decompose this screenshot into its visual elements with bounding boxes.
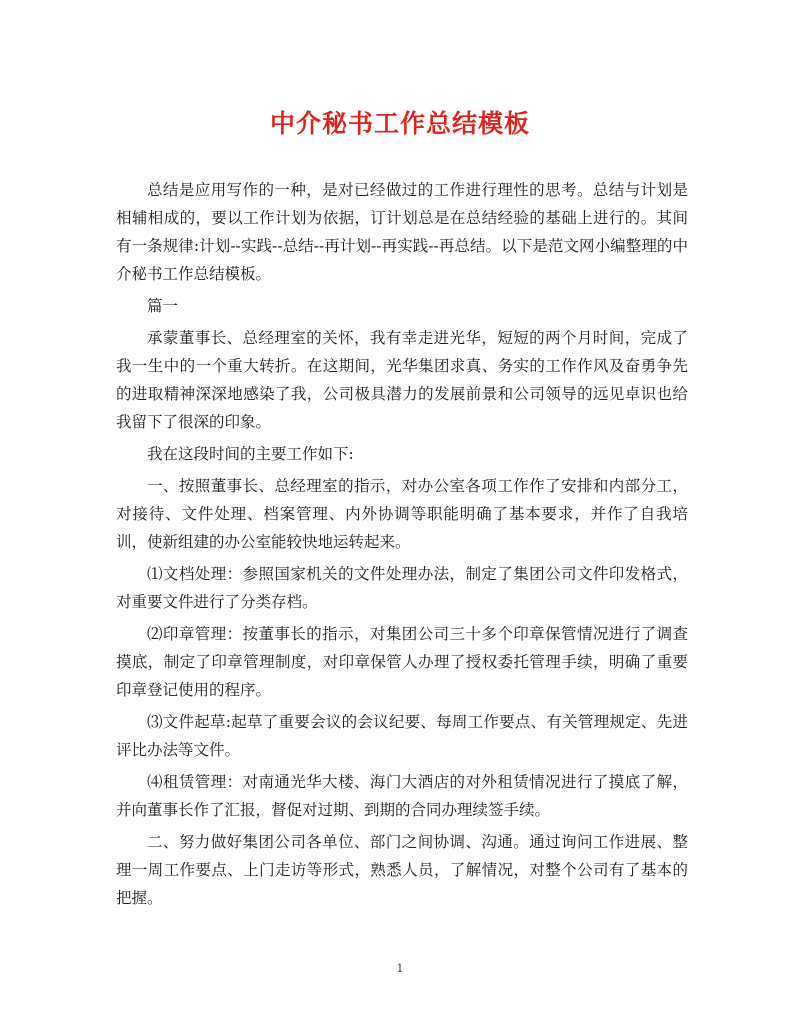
page-number: 1 (396, 962, 404, 975)
paragraph-list-item: ⑷租赁管理：对南通光华大楼、海门大酒店的对外租赁情况进行了摸底了解，并向董事长作了汇报，督促对过期、到期的合同办理续签手续。 (116, 773, 688, 819)
paragraph-list-item: ⑴文档处理：参照国家机关的文件处理办法，制定了集团公司文件印发格式，对重要文件进行了分类存档。 (116, 565, 688, 611)
paragraph-body: 承蒙董事长、总经理室的关怀，我有幸走进光华，短短的两个月时间，完成了我一生中的一个重大转折。在这期间，光华集团求真、务实的工作作风及奋勇争先的进取精神深深地感染了我，公司极具潜力的发展前景和公司领导的远见卓识也给我留下了很深的印象。 (116, 329, 688, 431)
paragraph-list-item: ⑵印章管理：按董事长的指示，对集团公司三十多个印章保管情况进行了调查摸底，制定了印章管理制度，对印章保管人办理了授权委托管理手续，明确了重要印章登记使用的程序。 (116, 625, 688, 699)
paragraph-intro: 总结是应用写作的一种，是对已经做过的工作进行理性的思考。总结与计划是相辅相成的，要以工作计划为依据，订计划总是在总结经验的基础上进行的。其间有一条规律:计划--实践--总结--再计划--再实践--再总结。以下是范文网小编整理的中介秘书工作总结模板。 (116, 181, 688, 283)
paragraph-body: 一、按照董事长、总经理室的指示，对办公室各项工作作了安排和内部分工，对接待、文件处理、档案管理、内外协调等职能明确了基本要求，并作了自我培训，使新组建的办公室能较快地运转起来。 (116, 477, 688, 551)
paragraph-list-item: ⑶文件起草:起草了重要会议的会议纪要、每周工作要点、有关管理规定、先进评比办法等文件。 (116, 713, 688, 759)
paragraph-body: 我在这段时间的主要工作如下: (147, 445, 354, 463)
paragraph-body: 二、努力做好集团公司各单位、部门之间协调、沟通。通过询问工作进展、整理一周工作要点、上门走访等形式，熟悉人员，了解情况，对整个公司有了基本的把握。 (116, 833, 688, 907)
paragraph-section-heading: 篇一 (147, 297, 179, 315)
document-title: 中介秘书工作总结模板 (269, 109, 530, 138)
document-body (116, 176, 688, 916)
